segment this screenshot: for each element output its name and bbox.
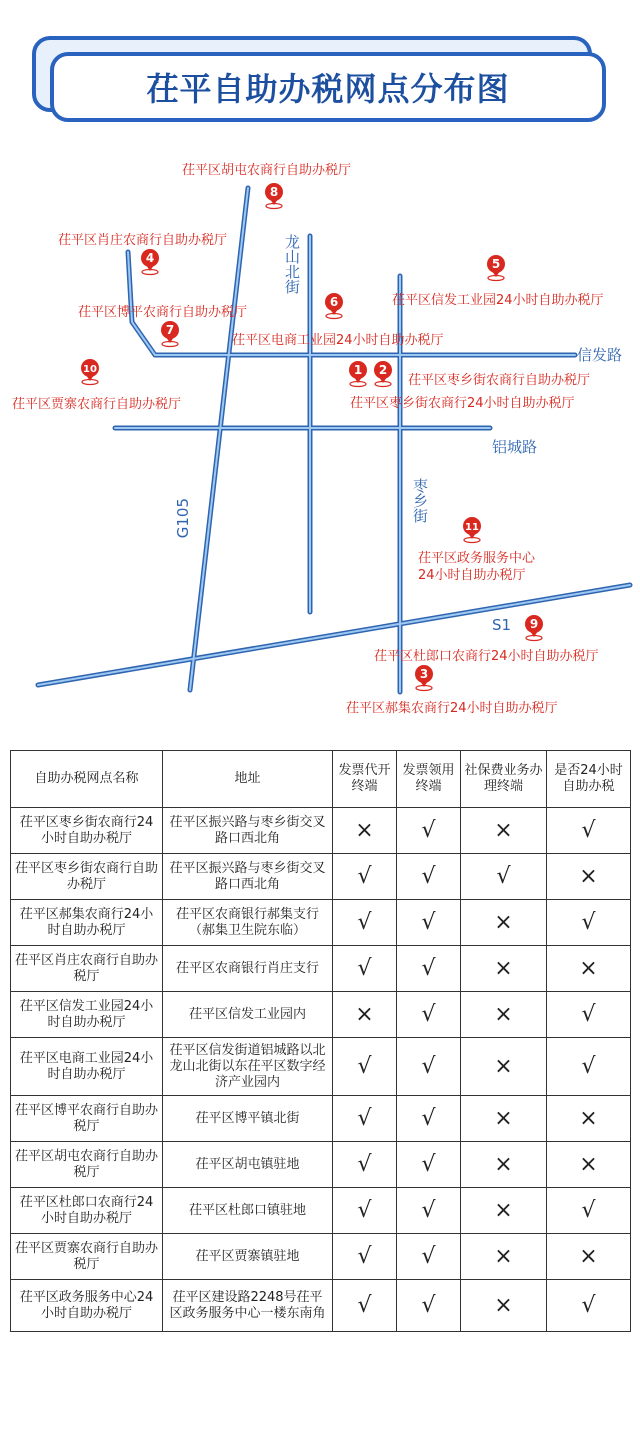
label-point-11-line2: 24小时自助办税厅 xyxy=(418,568,526,583)
map-pin-number: 8 xyxy=(269,185,279,199)
table-header-row xyxy=(11,751,631,808)
label-point-4: 茌平区肖庄农商行自助办税厅 xyxy=(58,233,228,248)
label-point-1: 茌平区枣乡街农商行自助办税厅 xyxy=(408,373,591,388)
title-banner xyxy=(0,0,640,130)
check-mark: √ xyxy=(333,1234,397,1280)
cross-mark: × xyxy=(461,1142,547,1188)
table-row xyxy=(11,808,631,854)
cross-mark: × xyxy=(333,808,397,854)
header-24h: 是否24小时自助办税 xyxy=(547,751,631,808)
check-mark: √ xyxy=(333,1142,397,1188)
road-label-g105: G105 xyxy=(174,498,192,539)
map xyxy=(0,130,640,730)
header-social-security: 社保费业务办理终端 xyxy=(461,751,547,808)
map-pin-number: 5 xyxy=(491,257,501,271)
cell-address: 茌平区信发工业园内 xyxy=(163,992,333,1038)
check-mark: √ xyxy=(333,946,397,992)
check-mark: √ xyxy=(333,1038,397,1096)
cell-address: 茌平区博平镇北街 xyxy=(163,1096,333,1142)
cell-address: 茌平区振兴路与枣乡街交叉路口西北角 xyxy=(163,808,333,854)
cell-name: 茌平区贾寨农商行自助办税厅 xyxy=(11,1234,163,1280)
cross-mark: × xyxy=(547,854,631,900)
cross-mark: × xyxy=(547,1234,631,1280)
map-pin-number: 1 xyxy=(353,363,363,377)
cell-name: 茌平区博平农商行自助办税厅 xyxy=(11,1096,163,1142)
table-row xyxy=(11,1142,631,1188)
map-pin-5[interactable] xyxy=(487,255,505,281)
table-row xyxy=(11,946,631,992)
map-pin-9[interactable] xyxy=(525,615,543,641)
map-pin-1[interactable] xyxy=(349,361,367,387)
table-row xyxy=(11,992,631,1038)
cross-mark: × xyxy=(547,1142,631,1188)
map-pin-number: 4 xyxy=(145,251,155,265)
cross-mark: × xyxy=(461,900,547,946)
check-mark: √ xyxy=(547,900,631,946)
check-mark: √ xyxy=(397,1188,461,1234)
cell-name: 茌平区政务服务中心24小时自助办税厅 xyxy=(11,1280,163,1332)
road-label-xinfa: 信发路 xyxy=(577,346,623,364)
map-pin-number: 2 xyxy=(378,363,388,377)
label-point-7: 茌平区博平农商行自助办税厅 xyxy=(78,305,248,320)
cell-name: 茌平区枣乡街农商行自助办税厅 xyxy=(11,854,163,900)
label-point-9: 茌平区杜郎口农商行24小时自助办税厅 xyxy=(374,649,599,664)
check-mark: √ xyxy=(547,1038,631,1096)
label-point-8: 茌平区胡屯农商行自助办税厅 xyxy=(182,163,352,178)
cell-address: 茌平区杜郎口镇驻地 xyxy=(163,1188,333,1234)
label-point-6: 茌平区电商工业园24小时自助办税厅 xyxy=(232,333,444,348)
cell-address: 茌平区振兴路与枣乡街交叉路口西北角 xyxy=(163,854,333,900)
cross-mark: × xyxy=(461,1038,547,1096)
check-mark: √ xyxy=(547,1280,631,1332)
header-name: 自助办税网点名称 xyxy=(11,751,163,808)
table-row xyxy=(11,1234,631,1280)
cross-mark: × xyxy=(461,808,547,854)
cell-name: 茌平区郝集农商行24小时自助办税厅 xyxy=(11,900,163,946)
check-mark: √ xyxy=(397,854,461,900)
table-row xyxy=(11,1096,631,1142)
check-mark: √ xyxy=(547,808,631,854)
cross-mark: × xyxy=(461,1280,547,1332)
check-mark: √ xyxy=(333,1096,397,1142)
cell-address: 茌平区农商银行郝集支行（郝集卫生院东临） xyxy=(163,900,333,946)
check-mark: √ xyxy=(461,854,547,900)
table-row xyxy=(11,1038,631,1096)
map-pin-number: 9 xyxy=(529,617,539,631)
cross-mark: × xyxy=(333,992,397,1038)
cell-name: 茌平区枣乡街农商行24小时自助办税厅 xyxy=(11,808,163,854)
table-body xyxy=(11,808,631,1332)
map-pin-4[interactable] xyxy=(141,249,159,275)
table-row xyxy=(11,854,631,900)
map-pin-10[interactable] xyxy=(81,359,99,385)
check-mark: √ xyxy=(397,808,461,854)
map-pin-number: 6 xyxy=(329,295,339,309)
header-address: 地址 xyxy=(163,751,333,808)
page-title: 茌平自助办税网点分布图 xyxy=(146,70,510,108)
cell-name: 茌平区信发工业园24小时自助办税厅 xyxy=(11,992,163,1038)
cross-mark: × xyxy=(461,1234,547,1280)
table-row xyxy=(11,900,631,946)
road-label-longshan: 龙山北街 xyxy=(283,234,301,294)
label-point-2: 茌平区枣乡街农商行24小时自助办税厅 xyxy=(350,396,575,411)
map-pin-3[interactable] xyxy=(415,665,433,691)
check-mark: √ xyxy=(547,1188,631,1234)
check-mark: √ xyxy=(397,1234,461,1280)
check-mark: √ xyxy=(397,946,461,992)
map-pin-number: 3 xyxy=(419,667,429,681)
cell-address: 茌平区农商银行肖庄支行 xyxy=(163,946,333,992)
tax-service-table xyxy=(10,750,631,1332)
check-mark: √ xyxy=(333,854,397,900)
table-row xyxy=(11,1280,631,1332)
map-pin-number: 10 xyxy=(83,364,97,375)
cell-name: 茌平区电商工业园24小时自助办税厅 xyxy=(11,1038,163,1096)
road-label-s1: S1 xyxy=(492,616,512,634)
check-mark: √ xyxy=(397,1096,461,1142)
map-pin-8[interactable] xyxy=(265,183,283,209)
map-pin-number: 11 xyxy=(465,522,479,533)
label-point-3: 茌平区郝集农商行24小时自助办税厅 xyxy=(346,701,558,716)
cross-mark: × xyxy=(547,946,631,992)
map-pin-11[interactable] xyxy=(463,517,481,543)
road-lines xyxy=(38,188,630,692)
check-mark: √ xyxy=(333,1280,397,1332)
label-point-11: 茌平区政务服务中心 xyxy=(418,551,536,566)
cross-mark: × xyxy=(461,1096,547,1142)
check-mark: √ xyxy=(397,900,461,946)
cell-address: 茌平区胡屯镇驻地 xyxy=(163,1142,333,1188)
cross-mark: × xyxy=(547,1096,631,1142)
map-pin-2[interactable] xyxy=(374,361,392,387)
header-invoice-receive: 发票领用终端 xyxy=(397,751,461,808)
road-label-lvcheng: 铝城路 xyxy=(492,438,538,456)
cell-name: 茌平区杜郎口农商行24小时自助办税厅 xyxy=(11,1188,163,1234)
table-row xyxy=(11,1188,631,1234)
check-mark: √ xyxy=(397,992,461,1038)
map-pin-7[interactable] xyxy=(161,321,179,347)
map-canvas xyxy=(0,130,640,730)
check-mark: √ xyxy=(397,1142,461,1188)
cross-mark: × xyxy=(461,1188,547,1234)
check-mark: √ xyxy=(333,900,397,946)
road-label-zaoxiang: 枣乡街 xyxy=(411,478,429,523)
check-mark: √ xyxy=(547,992,631,1038)
cross-mark: × xyxy=(461,946,547,992)
cross-mark: × xyxy=(461,992,547,1038)
header-invoice-issue: 发票代开终端 xyxy=(333,751,397,808)
cell-name: 茌平区胡屯农商行自助办税厅 xyxy=(11,1142,163,1188)
label-point-10: 茌平区贾寨农商行自助办税厅 xyxy=(12,397,182,412)
check-mark: √ xyxy=(397,1280,461,1332)
label-point-5: 茌平区信发工业园24小时自助办税厅 xyxy=(392,293,604,308)
check-mark: √ xyxy=(333,1188,397,1234)
cell-address: 茌平区信发街道铝城路以北龙山北街以东茌平区数字经济产业园内 xyxy=(163,1038,333,1096)
cell-address: 茌平区建设路2248号茌平区政务服务中心一楼东南角 xyxy=(163,1280,333,1332)
cell-address: 茌平区贾寨镇驻地 xyxy=(163,1234,333,1280)
check-mark: √ xyxy=(397,1038,461,1096)
map-pin-number: 7 xyxy=(165,323,175,337)
map-pin-6[interactable] xyxy=(325,293,343,319)
cell-name: 茌平区肖庄农商行自助办税厅 xyxy=(11,946,163,992)
